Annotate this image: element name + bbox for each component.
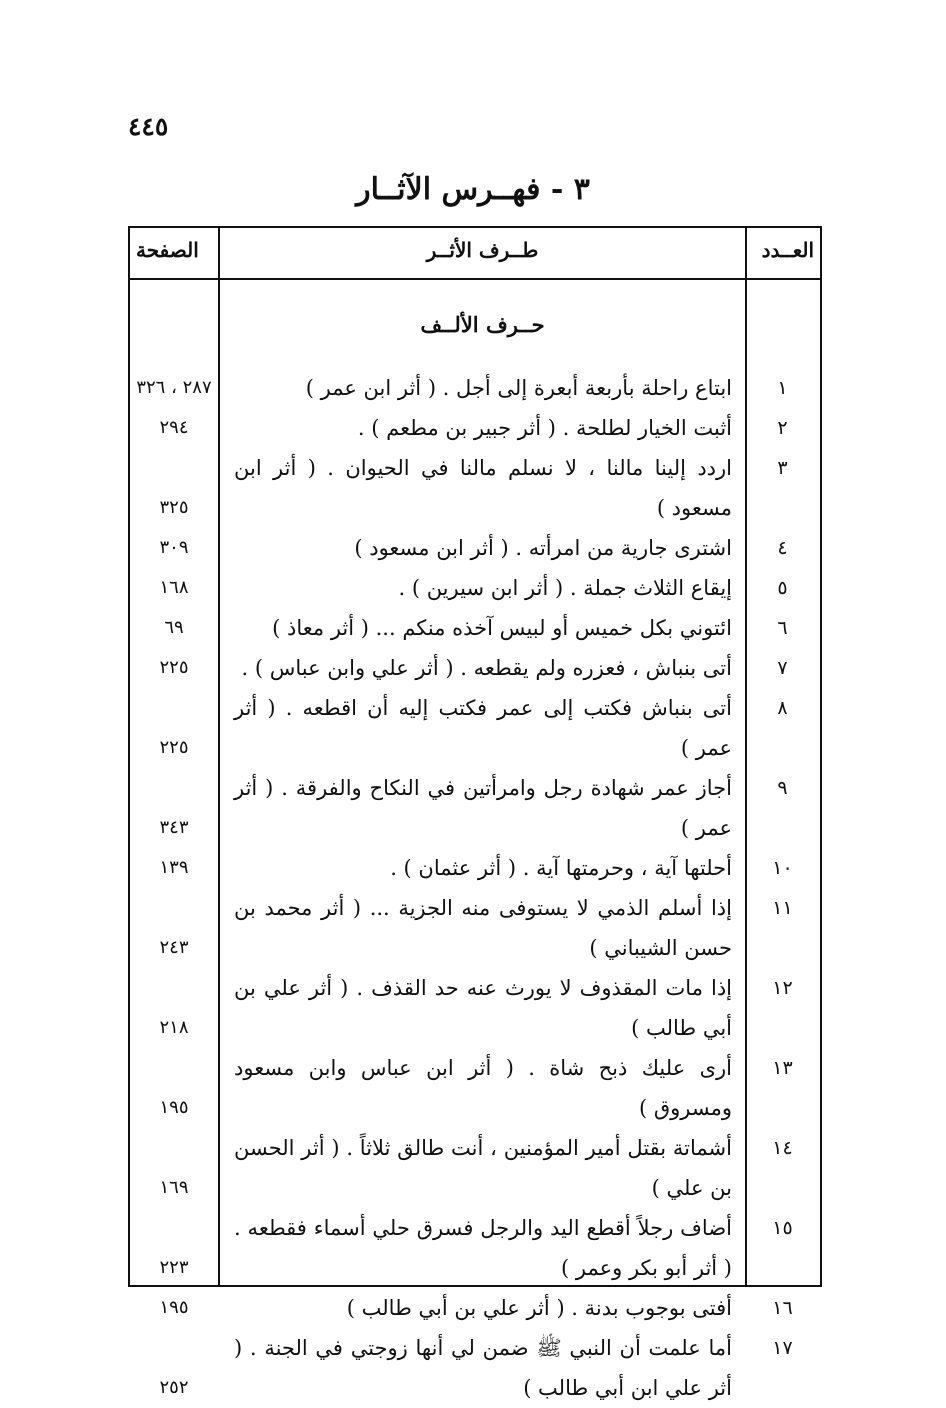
table-row <box>130 528 820 568</box>
entry-number: ٢ <box>777 417 788 439</box>
entry-number: ١٣ <box>772 1057 793 1079</box>
entry-text: أفتى بوجوب بدنة . ( أثر علي بن أبي طالب ) <box>346 1296 732 1320</box>
entry-number: ٤ <box>777 537 788 559</box>
entry-page: ٢٢٥ <box>159 657 189 678</box>
entry-page: ٢١٨ <box>159 1017 189 1038</box>
entry-page: ١٩٥ <box>159 1097 189 1118</box>
entry-text: اردد إلينا مالنا ، لا نسلم مالنا في الحيوان . ( أثر ابن مسعود ) <box>234 456 732 520</box>
entry-page: ٦٩ <box>164 617 184 638</box>
column-header-page: الصفحة <box>136 238 199 262</box>
entry-page: ٣٤٣ <box>159 817 189 838</box>
entry-page: ١٦٨ <box>159 577 189 598</box>
table-row <box>130 648 820 688</box>
entry-number: ٩ <box>777 777 788 799</box>
entry-text: أتى بنباش فكتب إلى عمر فكتب إليه أن اقطعه . ( أثر عمر ) <box>234 696 732 760</box>
entry-text: أضاف رجلاً أقطع اليد والرجل فسرق حلي أسماء فقطعه . ( أثر أبو بكر وعمر ) <box>234 1216 732 1280</box>
entry-page: ٢٤٣ <box>159 937 189 958</box>
entry-text: إذا أسلم الذمي لا يستوفى منه الجزية ... ( أثر محمد بن حسن الشيباني ) <box>234 896 732 960</box>
table-row <box>130 768 820 848</box>
entry-number: ١٦ <box>772 1297 793 1319</box>
entry-text: إذا مات المقذوف لا يورث عنه حد القذف . ( أثر علي بن أبي طالب ) <box>234 976 732 1040</box>
entry-number: ٣ <box>777 457 788 479</box>
table-row <box>130 1328 820 1408</box>
table-row <box>130 568 820 608</box>
entry-text: ائتوني بكل خميس أو لبيس آخذه منكم ... ( أثر معاذ ) <box>272 616 732 640</box>
entry-text: إيقاع الثلاث جملة . ( أثر ابن سيرين ) . <box>398 576 732 600</box>
entry-number: ١١ <box>772 897 793 919</box>
column-header-number: العــدد <box>761 238 814 262</box>
entry-text: أجاز عمر شهادة رجل وامرأتين في النكاح والفرقة . ( أثر عمر ) <box>234 776 732 840</box>
table-row <box>130 848 820 888</box>
table-row <box>130 408 820 448</box>
entry-page: ٣٠٩ <box>159 537 189 558</box>
table-row <box>130 1128 820 1208</box>
entry-number: ٥ <box>777 577 788 599</box>
entry-number: ١ <box>777 377 788 399</box>
entry-number: ١٠ <box>772 857 793 879</box>
entry-page: ٢٥٢ <box>159 1377 189 1398</box>
table-row <box>130 888 820 968</box>
entry-number: ١٧ <box>772 1337 793 1359</box>
entry-page: ٢٢٥ <box>159 737 189 758</box>
entry-text: أحلتها آية ، وحرمتها آية . ( أثر عثمان ) . <box>390 856 732 880</box>
entry-page: ١٦٩ <box>159 1177 189 1198</box>
entry-page: ٣٢٥ <box>159 497 189 518</box>
table-row <box>130 1288 820 1328</box>
entry-number: ٨ <box>777 697 788 719</box>
entry-text: ابتاع راحلة بأربعة أبعرة إلى أجل . ( أثر ابن عمر ) <box>305 376 732 400</box>
entry-text: أثبت الخيار لطلحة . ( أثر جبير بن مطعم ) . <box>357 416 732 440</box>
table-row <box>130 368 820 408</box>
column-header-text: طــرف الأثــر <box>426 238 539 262</box>
entry-page: ١٣٩ <box>159 857 189 878</box>
page-number: ٤٤٥ <box>128 112 169 141</box>
entry-text: أتى بنباش ، فعزره ولم يقطعه . ( أثر علي وابن عباس ) . <box>241 656 732 680</box>
entry-number: ١٢ <box>772 977 793 999</box>
header-divider <box>130 278 820 280</box>
entry-page: ١٩٥ <box>159 1297 189 1318</box>
entry-number: ١٤ <box>772 1137 793 1159</box>
table-row <box>130 608 820 648</box>
index-title: ٣ - فهــرس الآثــار <box>356 172 590 207</box>
table-row <box>130 968 820 1048</box>
entry-list <box>130 368 820 1408</box>
entry-page: ٢٢٣ <box>159 1257 189 1278</box>
entry-text: اشترى جارية من امرأته . ( أثر ابن مسعود ) <box>354 536 732 560</box>
entry-text: أرى عليك ذبح شاة . ( أثر ابن عباس وابن مسعود ومسروق ) <box>234 1056 732 1120</box>
table-row <box>130 1048 820 1128</box>
entry-text: أما علمت أن النبي ﷺ ضمن لي أنها زوجتي في الجنة . ( أثر علي ابن أبي طالب ) <box>234 1336 732 1400</box>
table-row <box>130 688 820 768</box>
entry-page: ٢٩٤ <box>159 417 189 438</box>
entry-page: ٢٨٧ ، ٣٢٦ <box>136 377 212 398</box>
entry-text: أشماتة بقتل أمير المؤمنين ، أنت طالق ثلاثاً . ( أثر الحسن بن علي ) <box>234 1136 732 1200</box>
section-heading: حــرف الألــف <box>420 312 545 337</box>
entry-number: ٦ <box>777 617 788 639</box>
entry-number: ٧ <box>777 657 788 679</box>
index-table <box>128 226 822 1400</box>
table-row <box>130 448 820 528</box>
entry-number: ١٥ <box>772 1217 793 1239</box>
table-row <box>130 1208 820 1288</box>
